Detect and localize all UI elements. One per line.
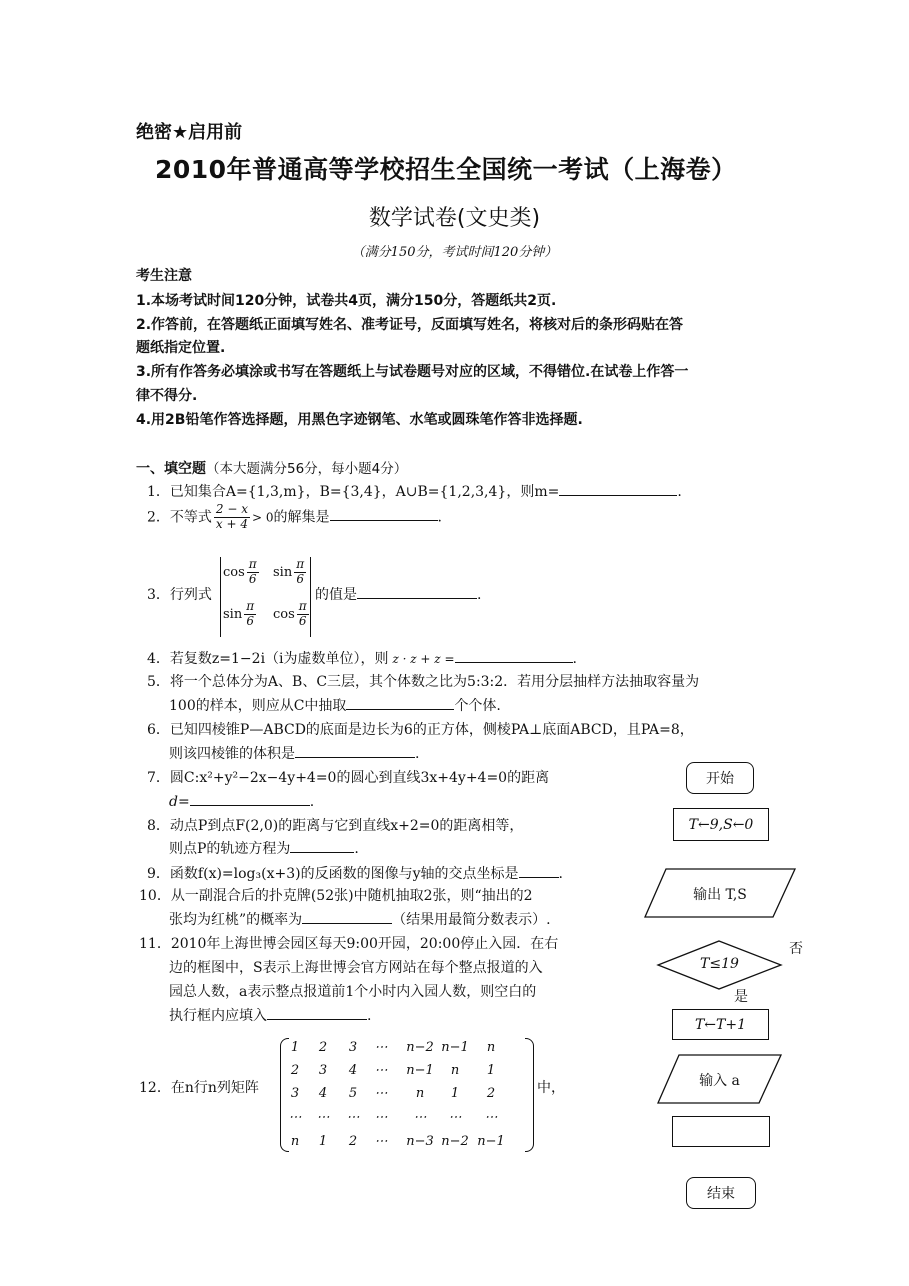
flow-blank-box[interactable]	[672, 1116, 770, 1147]
matrix-cell: 3	[318, 1063, 328, 1078]
question-4: 4．若复数z=1−2i（i为虚数单位），则 z · z + z = .	[147, 648, 577, 668]
matrix-cell: 1	[486, 1063, 496, 1078]
answer-blank[interactable]	[302, 909, 392, 924]
notice-line-4: 4.用2B铅笔作答选择题，用黑色字迹钢笔、水笔或圆珠笔作答非选择题.	[136, 412, 583, 428]
flow-end: 结束	[686, 1177, 756, 1209]
question-10: 10．从一副混合后的扑克牌(52张)中随机抽取2张，则“抽出的2	[139, 888, 533, 904]
answer-blank[interactable]	[190, 791, 310, 806]
matrix-cell: 1	[290, 1040, 300, 1055]
matrix-cell: n−2	[441, 1134, 469, 1149]
det-cell-12: sin $\frac{\pi}{6}$	[273, 557, 305, 586]
matrix-cell: 4	[318, 1086, 328, 1101]
matrix-cell: n−1	[441, 1040, 469, 1055]
secret-label: 绝密★启用前	[136, 122, 243, 143]
answer-blank[interactable]	[357, 584, 477, 599]
question-number: 9．	[147, 866, 170, 882]
answer-blank[interactable]	[295, 743, 415, 758]
matrix-cell: 3	[290, 1086, 300, 1101]
flow-increment: T←T+1	[672, 1009, 769, 1040]
question-number: 2．	[147, 509, 170, 526]
matrix-cell: n	[450, 1063, 460, 1078]
matrix-bracket-right	[525, 1038, 534, 1152]
question-1: 1．已知集合A={1,3,m}，B={3,4}，A∪B={1,2,3,4}，则m= .	[147, 481, 682, 501]
matrix-cell: ⋯	[346, 1110, 360, 1125]
question-number: 1．	[147, 484, 170, 500]
exam-title: 2010年普通高等学校招生全国统一考试（上海卷）	[155, 155, 737, 184]
question-number: 3．	[147, 587, 170, 603]
notice-line-1: 1.本场考试时间120分钟，试卷共4页，满分150分，答题纸共2页.	[136, 293, 557, 309]
notice-line-2b: 题纸指定位置.	[136, 340, 226, 356]
question-number: 7．	[147, 770, 170, 786]
matrix-cell: ⋯	[288, 1110, 302, 1125]
fraction: $\frac{2 - x}{x + 4}$	[215, 502, 249, 531]
matrix-cell: ⋯	[413, 1110, 427, 1125]
question-7: 7．圆C:x²+y²−2x−4y+4=0的圆心到直线3x+4y+4=0的距离	[147, 770, 550, 786]
det-cell-22: cos $\frac{\pi}{6}$	[273, 599, 307, 628]
notice-heading: 考生注意	[136, 268, 192, 284]
answer-blank[interactable]	[330, 506, 438, 521]
matrix-cell: n	[486, 1040, 496, 1055]
question-number: 5．	[147, 674, 170, 690]
matrix-cell: n−1	[477, 1134, 505, 1149]
score-time-note: （满分150分，考试时间120分钟）	[351, 245, 558, 260]
question-11-line-2: 边的框图中，S表示上海世博会官方网站在每个整点报道的入	[169, 960, 543, 976]
matrix-cell: ⋯	[374, 1110, 388, 1125]
answer-blank[interactable]	[559, 481, 677, 496]
question-11-line-4: 执行框内应填入 .	[169, 1005, 371, 1025]
det-cell-21: sin $\frac{\pi}{6}$	[223, 599, 255, 628]
matrix-cell: 1	[318, 1134, 328, 1149]
answer-blank[interactable]	[519, 863, 559, 878]
matrix-cell: ⋯	[316, 1110, 330, 1125]
matrix-cell: 2	[318, 1040, 328, 1055]
matrix-cell: n−3	[406, 1134, 434, 1149]
question-text: 已知集合A={1,3,m}，B={3,4}，A∪B={1,2,3,4}，则m=	[169, 484, 560, 500]
question-2: 2．不等式 $\frac{2 - x}{x + 4}$ > 0的解集是 .	[147, 502, 442, 531]
answer-blank[interactable]	[455, 648, 573, 663]
matrix-cell: n−1	[406, 1063, 434, 1078]
matrix-cell: ⋯	[448, 1110, 462, 1125]
question-9: 9．函数f(x)=log₃(x+3)的反函数的图像与y轴的交点坐标是 .	[147, 863, 563, 883]
notice-line-3b: 律不得分.	[136, 388, 198, 404]
flow-output-label: 输出 T,S	[693, 887, 747, 903]
notice-line-2a: 2.作答前，在答题纸正面填写姓名、准考证号，反面填写姓名，将核对后的条形码贴在答	[136, 317, 684, 333]
question-8-line-2: 则点P的轨迹方程为 .	[169, 838, 359, 858]
question-10-line-2: 张均为红桃”的概率为 （结果用最简分数表示）.	[169, 909, 551, 929]
matrix-cell: 2	[348, 1134, 358, 1149]
flow-start: 开始	[686, 762, 754, 794]
det-cell-11: cos $\frac{\pi}{6}$	[223, 557, 257, 586]
question-5: 5．将一个总体分为A、B、C三层，其个体数之比为5:3:2．若用分层抽样方法抽取容量为	[147, 674, 700, 690]
determinant-bar-left	[220, 557, 221, 637]
answer-blank[interactable]	[346, 695, 454, 710]
answer-blank[interactable]	[267, 1005, 367, 1020]
question-6: 6．已知四棱锥P—ABCD的底面是边长为6的正方体，侧棱PA⊥底面ABCD，且PA=8，	[147, 722, 694, 738]
flow-decision-label: T≤19	[700, 956, 739, 972]
flow-no-label: 否	[789, 941, 803, 957]
question-number: 4．	[147, 651, 170, 667]
matrix-cell: ⋯	[374, 1040, 388, 1055]
question-number: 10．	[139, 888, 171, 904]
matrix-cell: ⋯	[374, 1086, 388, 1101]
matrix-cell: ⋯	[374, 1134, 388, 1149]
flow-init: T←9,S←0	[673, 808, 769, 841]
question-8: 8．动点P到点F(2,0)的距离与它到直线x+2=0的距离相等，	[147, 818, 524, 834]
section-info: （本大题满分56分，每小题4分）	[206, 461, 408, 477]
matrix-cell: n	[290, 1134, 300, 1149]
question-7-line-2: d= .	[169, 791, 314, 810]
matrix-cell: 2	[290, 1063, 300, 1078]
question-5-line-2: 100的样本，则应从C中抽取 个个体.	[169, 695, 501, 715]
question-11: 11．2010年上海世博会园区每天9:00开园，20:00停止入园．在右	[139, 936, 559, 952]
notice-line-3a: 3.所有作答务必填涂或书写在答题纸上与试卷题号对应的区域，不得错位.在试卷上作答一	[136, 364, 689, 380]
flow-input-label: 输入 a	[699, 1073, 740, 1089]
matrix-cell: ⋯	[484, 1110, 498, 1125]
answer-blank[interactable]	[290, 838, 354, 853]
matrix-cell: 1	[450, 1086, 460, 1101]
flow-yes-label: 是	[734, 989, 748, 1005]
question-number: 6．	[147, 722, 170, 738]
matrix-cell: n	[415, 1086, 425, 1101]
matrix-cell: 5	[348, 1086, 358, 1101]
matrix-cell: n−2	[406, 1040, 434, 1055]
question-number: 12．	[139, 1080, 171, 1096]
matrix-cell: ⋯	[374, 1063, 388, 1078]
question-12-post: 中，	[537, 1080, 565, 1096]
section-title: 一、填空题	[136, 461, 206, 477]
matrix-cell: 3	[348, 1040, 358, 1055]
exam-subtitle: 数学试卷(文史类)	[368, 206, 541, 231]
question-number: 11．	[139, 936, 171, 952]
matrix-cell: 2	[486, 1086, 496, 1101]
matrix-cell: 4	[348, 1063, 358, 1078]
section-heading	[136, 457, 407, 478]
question-11-line-3: 园总人数，a表示整点报道前1个小时内入园人数，则空白的	[169, 984, 537, 1000]
question-6-line-2: 则该四棱锥的体积是 .	[169, 743, 419, 763]
question-number: 8．	[147, 818, 170, 834]
